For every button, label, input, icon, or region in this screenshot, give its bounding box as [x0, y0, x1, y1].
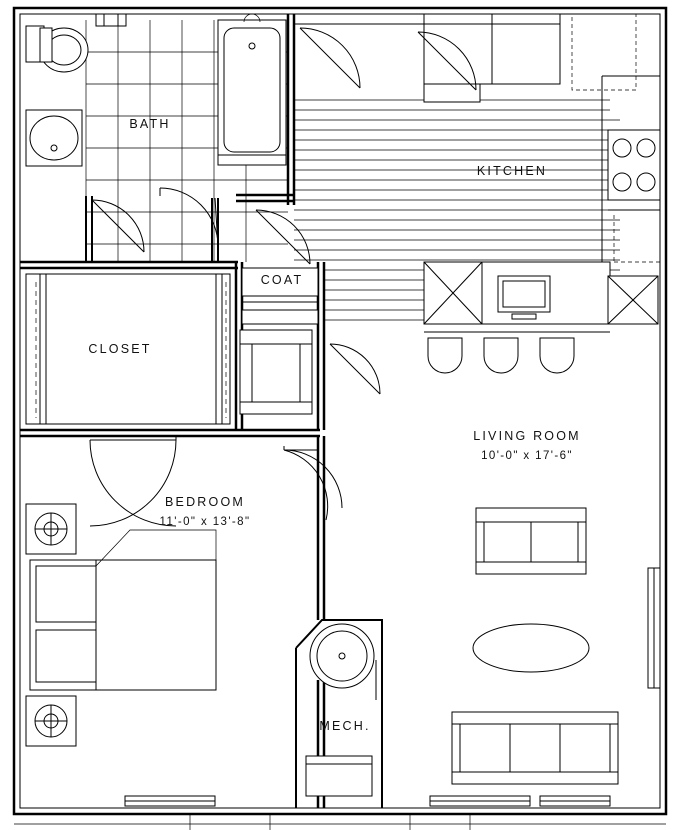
room-dimensions-bedroom: 11'-0" x 13'-8" — [159, 516, 251, 528]
room-dimensions-living-room: 10'-0" x 17'-6" — [481, 450, 573, 462]
room-label-closet: CLOSET — [88, 342, 152, 356]
room-label-bath: BATH — [129, 117, 171, 131]
room-label-bedroom: BEDROOM — [165, 495, 245, 509]
room-label-kitchen: KITCHEN — [476, 164, 548, 178]
room-label-living-room: LIVING ROOM — [473, 429, 581, 443]
room-label-coat: COAT — [260, 273, 304, 287]
room-label-mech: MECH. — [319, 719, 371, 733]
